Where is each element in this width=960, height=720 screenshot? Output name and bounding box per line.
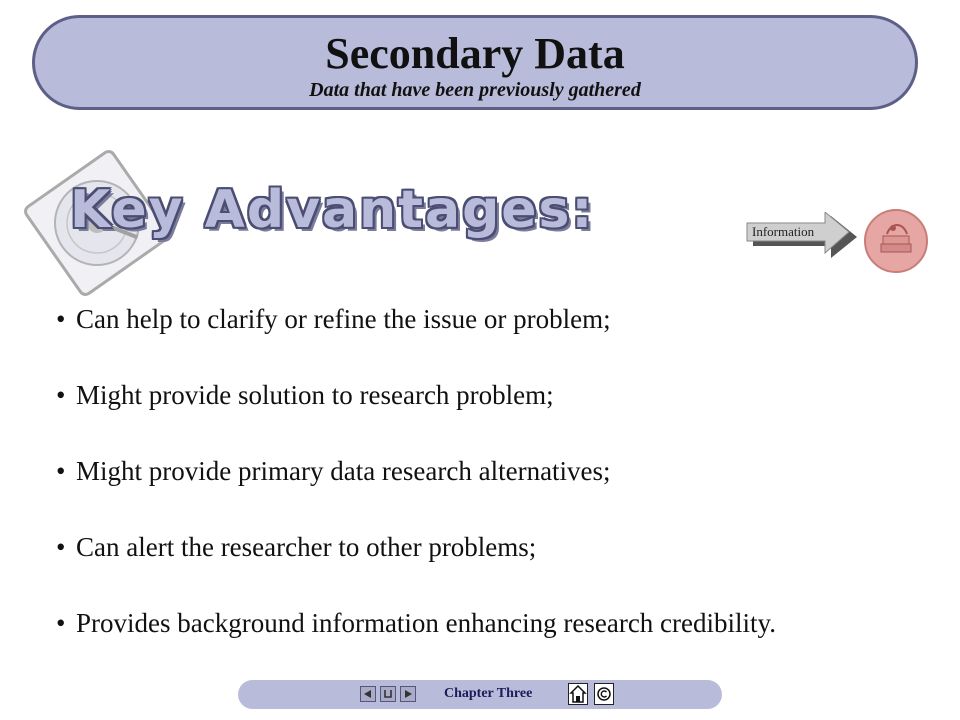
- prev-icon[interactable]: [360, 686, 376, 702]
- list-item: • Can help to clarify or refine the issue or problem;: [56, 304, 611, 334]
- books-icon: [863, 208, 929, 274]
- slide-subtitle: Data that have been previously gathered: [309, 79, 641, 101]
- section-title: Key Advantages:: [70, 180, 595, 240]
- home-icon[interactable]: [568, 683, 588, 705]
- chapter-label: Chapter Three: [444, 686, 533, 701]
- list-item: • Provides background information enhancing research credibility.: [56, 608, 777, 638]
- list-item: • Might provide primary data research alternatives;: [56, 456, 611, 486]
- up-icon[interactable]: [380, 686, 396, 702]
- information-link[interactable]: [745, 212, 865, 262]
- list-item: • Might provide solution to research problem;: [56, 380, 554, 410]
- slide-header: [32, 15, 918, 110]
- information-label: Information: [752, 224, 815, 239]
- footer-bar: [238, 680, 722, 709]
- advantages-list: [56, 300, 936, 680]
- copyright-icon[interactable]: [594, 683, 614, 705]
- next-icon[interactable]: [400, 686, 416, 702]
- slide-title: Secondary Data: [325, 29, 625, 78]
- list-item: • Can alert the researcher to other problems;: [56, 532, 537, 562]
